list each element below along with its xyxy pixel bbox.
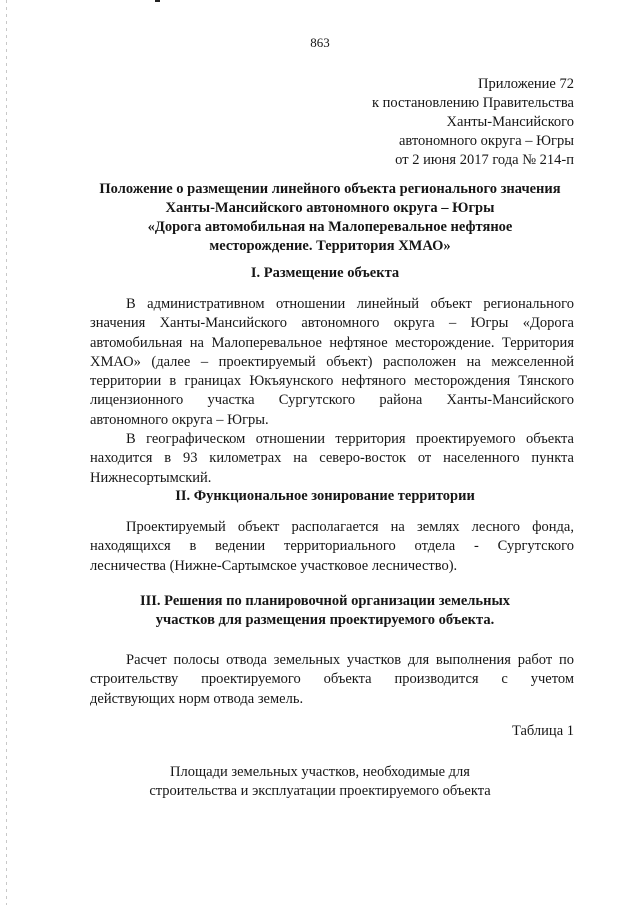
paragraph-line: В географическом отношении территория проектируемого объекта bbox=[126, 431, 574, 447]
caption-line: Площади земельных участков, необходимые для bbox=[170, 764, 470, 780]
paragraph-line: территории в границах Юкъяунского нефтяного месторождения Тянского bbox=[90, 373, 574, 390]
paragraph-line: действующих норм отвода земель. bbox=[90, 690, 304, 707]
appendix-block bbox=[300, 75, 574, 170]
paragraph-line: ХМАО» (далее – проектируемый объект) расположен на межселенной bbox=[90, 353, 574, 370]
paragraph-location bbox=[90, 295, 574, 430]
title-line: Положение о размещении линейного объекта регионального значения bbox=[99, 181, 561, 197]
appendix-line: к постановлению Правительства bbox=[372, 95, 574, 111]
appendix-line: от 2 июня 2017 года № 214-п bbox=[395, 152, 574, 168]
paragraph-line: лесничества (Нижне-Сартымское участковое лесничество). bbox=[90, 557, 458, 574]
section-heading-1 bbox=[60, 264, 590, 283]
paragraph-line: лицензионного участка Сургутского района Ханты-Мансийского bbox=[90, 392, 574, 409]
paragraph-line: автономного округа – Югры. bbox=[90, 411, 269, 428]
page-number: 863 bbox=[310, 35, 330, 50]
paragraph-geography bbox=[90, 430, 574, 488]
appendix-line: Ханты-Мансийского bbox=[446, 114, 574, 130]
heading-line: II. Функциональное зонирование территории bbox=[175, 488, 475, 504]
paragraph-line: строительству проектируемого объекта производится с учетом bbox=[90, 671, 574, 688]
appendix-line: Приложение 72 bbox=[478, 76, 574, 92]
scan-mark bbox=[155, 0, 160, 2]
paragraph-zoning bbox=[90, 518, 574, 576]
table-label: Таблица 1 bbox=[511, 723, 574, 739]
caption-line: строительства и эксплуатации проектируемого объекта bbox=[149, 783, 491, 799]
section-heading-2 bbox=[60, 487, 590, 506]
paragraph-line: Нижнесортымский. bbox=[90, 469, 212, 486]
paragraph-line: В административном отношении линейный объект регионального bbox=[126, 296, 574, 312]
title-line: «Дорога автомобильная на Малоперевальное нефтяное bbox=[147, 219, 513, 235]
table-caption bbox=[100, 763, 540, 801]
paragraph-line: автомобильная на Малоперевальное нефтяное месторождение. Территория bbox=[90, 334, 574, 351]
scan-edge bbox=[6, 0, 7, 905]
heading-line: III. Решения по планировочной организации земельных bbox=[139, 593, 511, 609]
section-heading-3 bbox=[60, 592, 590, 630]
document-title bbox=[70, 180, 590, 256]
appendix-line: автономного округа – Югры bbox=[398, 133, 574, 149]
heading-line: I. Размещение объекта bbox=[250, 265, 400, 281]
paragraph-line: находится в 93 километрах на северо-восток от населенного пункта bbox=[90, 450, 574, 467]
paragraph-line: Расчет полосы отвода земельных участков для выполнения работ по bbox=[126, 652, 574, 668]
title-line: Ханты-Мансийского автономного округа – Югры bbox=[165, 200, 495, 216]
heading-line: участков для размещения проектируемого объекта. bbox=[155, 612, 495, 628]
paragraph-line: находящихся в ведении территориального отдела - Сургутского bbox=[90, 538, 574, 555]
paragraph-line: Проектируемый объект располагается на землях лесного фонда, bbox=[126, 519, 574, 535]
title-line: месторождение. Территория ХМАО» bbox=[209, 238, 451, 254]
paragraph-planning bbox=[90, 651, 574, 709]
paragraph-line: значения Ханты-Мансийского автономного округа – Югры «Дорога bbox=[90, 315, 574, 332]
